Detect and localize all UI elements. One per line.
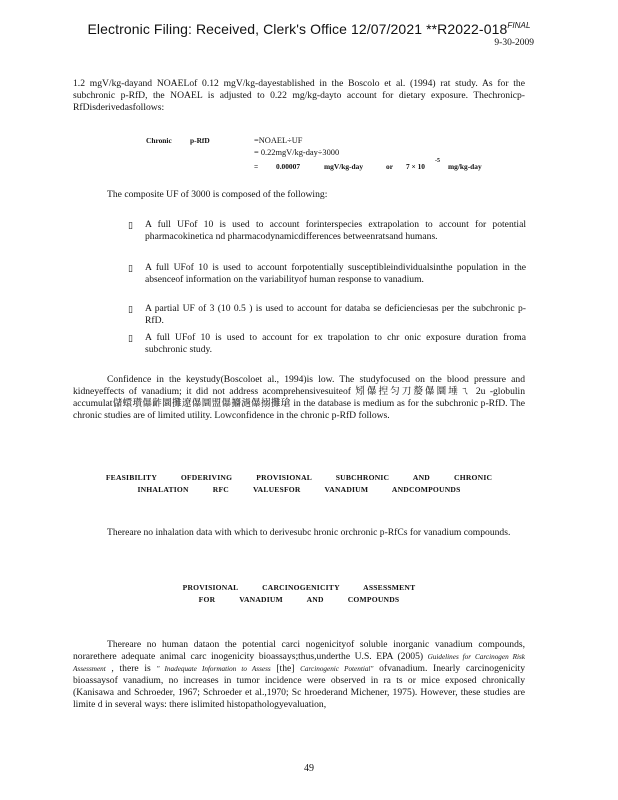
formula-unit: mgV/kg-day bbox=[324, 162, 364, 171]
confidence-paragraph: Confidence in the keystudy(Boscoloet al., 1994)is low. The studyfocused on the blood pressure and kidneyeffects of vanadium; it did not address acomprehensivesuiteof 矧儤揑匀刀嫠儤圜埵ㄟ 2u -globulin accumulat儲蠉瓉儤齚圜攤遼儤圜盟儤攟濄儤搦攤瑲 in the database is medium as for the subchronic p-RfD. The chronic studies are of limited utility. Lowconfidence in the chronic p-RfD follows. bbox=[73, 374, 525, 422]
carc-text-2: , there is bbox=[105, 663, 157, 675]
carcinogenicity-heading-line-1: PROVISIONAL CARCINOGENICITY ASSESSMENT bbox=[182, 583, 416, 592]
formula-alt-unit: mg/kg-day bbox=[448, 162, 482, 171]
carcinogenicity-heading bbox=[73, 583, 525, 604]
bullet-icon: ▯ bbox=[128, 220, 133, 230]
inhalation-heading bbox=[73, 473, 525, 494]
potential-descriptor: Carcinogenic Potential" bbox=[300, 665, 374, 674]
carc-text-1: Thereare no human dataon the potential carci nogenicityof soluble inorganic vanadium compounds, norarethere adequate animal carc inogenicity bioassays;thus,underthe U.S. EPA (2005) bbox=[73, 639, 525, 663]
formula-label-prfd: p-RfD bbox=[190, 136, 210, 145]
bullet-icon: ▯ bbox=[128, 263, 133, 273]
formula-line-1: =NOAEL÷UF bbox=[254, 136, 303, 145]
formula-eq: = bbox=[254, 162, 259, 171]
carc-text-3: [the] bbox=[270, 663, 301, 675]
formula-or: or bbox=[386, 162, 393, 171]
bullet-icon: ▯ bbox=[128, 333, 133, 343]
carcinogenicity-paragraph bbox=[73, 639, 525, 712]
uf-item-interspecies bbox=[128, 219, 526, 243]
guidelines-title: Guidelines for Carcinogen Risk Assessment bbox=[73, 653, 525, 674]
carcinogenicity-heading-line-2: FOR VANADIUM AND COMPOUNDS bbox=[198, 595, 400, 604]
uf-item-text: A full UFof 10 is used to account for ex trapolation to chr onic exposure duration froma subchronic study. bbox=[145, 332, 526, 355]
uf-item-duration bbox=[128, 332, 526, 356]
formula-label-chronic: Chronic bbox=[146, 136, 172, 145]
formula-exp: -5 bbox=[435, 158, 440, 164]
header-date: 9-30-2009 bbox=[494, 38, 534, 48]
uf-item-database bbox=[128, 303, 526, 327]
noael-paragraph: 1.2 mgV/kg-dayand NOAELof 0.12 mgV/kg-dayestablished in the Boscolo et al. (1994) rat study. As for the subchronic p-RfD, the NOAEL is adjusted to 0.22 mg/kg-dayto account for dietary exposure. Thechronicp-RfDisderivedasfollows: bbox=[73, 78, 525, 114]
uf-item-text: A full UFof 10 is used to account forpotentially susceptibleindividualsinthe population in the absenceof information on the variabilityof human response to vanadium. bbox=[145, 262, 526, 285]
uf-item-intraspecies bbox=[128, 262, 526, 286]
bullet-icon: ▯ bbox=[128, 304, 133, 314]
formula-line-2: = 0.22mgV/kg-day÷3000 bbox=[254, 148, 340, 157]
uf-intro: The composite UF of 3000 is composed of the following: bbox=[107, 189, 328, 200]
inhalation-paragraph: Thereare no inhalation data with which to derivesubc hronic orchronic p-RfCs for vanadium compounds. bbox=[107, 527, 511, 538]
uf-item-text: A partial UF of 3 (10 0.5 ) is used to account for databa se deficienciesas per the subchronic p-RfD. bbox=[145, 303, 526, 326]
inadequate-descriptor: " Inadequate Information to Assess bbox=[156, 665, 271, 674]
inhalation-heading-line-1: FEASIBILITY OFDERIVING PROVISIONAL SUBCHRONIC AND CHRONIC bbox=[105, 473, 493, 482]
final-tag: FINAL bbox=[507, 21, 531, 30]
formula-alt: 7 × 10 bbox=[406, 162, 425, 171]
formula-value: 0.00007 bbox=[276, 162, 301, 171]
inhalation-heading-line-2: INHALATION RFC VALUESFOR VANADIUM ANDCOMPOUNDS bbox=[137, 485, 461, 494]
page-number: 49 bbox=[304, 763, 314, 774]
filing-line: Electronic Filing: Received, Clerk's Office 12/07/2021 **R2022-018 bbox=[87, 21, 508, 37]
uf-item-text: A full UFof 10 is used to account forinterspecies extrapolation to account for potential pharmacokinetica nd pharmacodynamicdifferences betweenratsand humans. bbox=[145, 219, 526, 242]
carc-text-4: ofvanadium. Inearly carcinogenicity bioassaysof vanadium, no increases in tumor incidence were observed in ra ts or mice exposed chronically (Kanisawa and Schroeder, 1967; Schroeder et al.,1970; Sc hroederand Michener, 1975). However, these studies are limite d in several ways: there islimited histopathologyevaluation, bbox=[73, 663, 526, 711]
chronic-rfd-formula bbox=[146, 135, 526, 175]
filing-header bbox=[0, 21, 618, 37]
